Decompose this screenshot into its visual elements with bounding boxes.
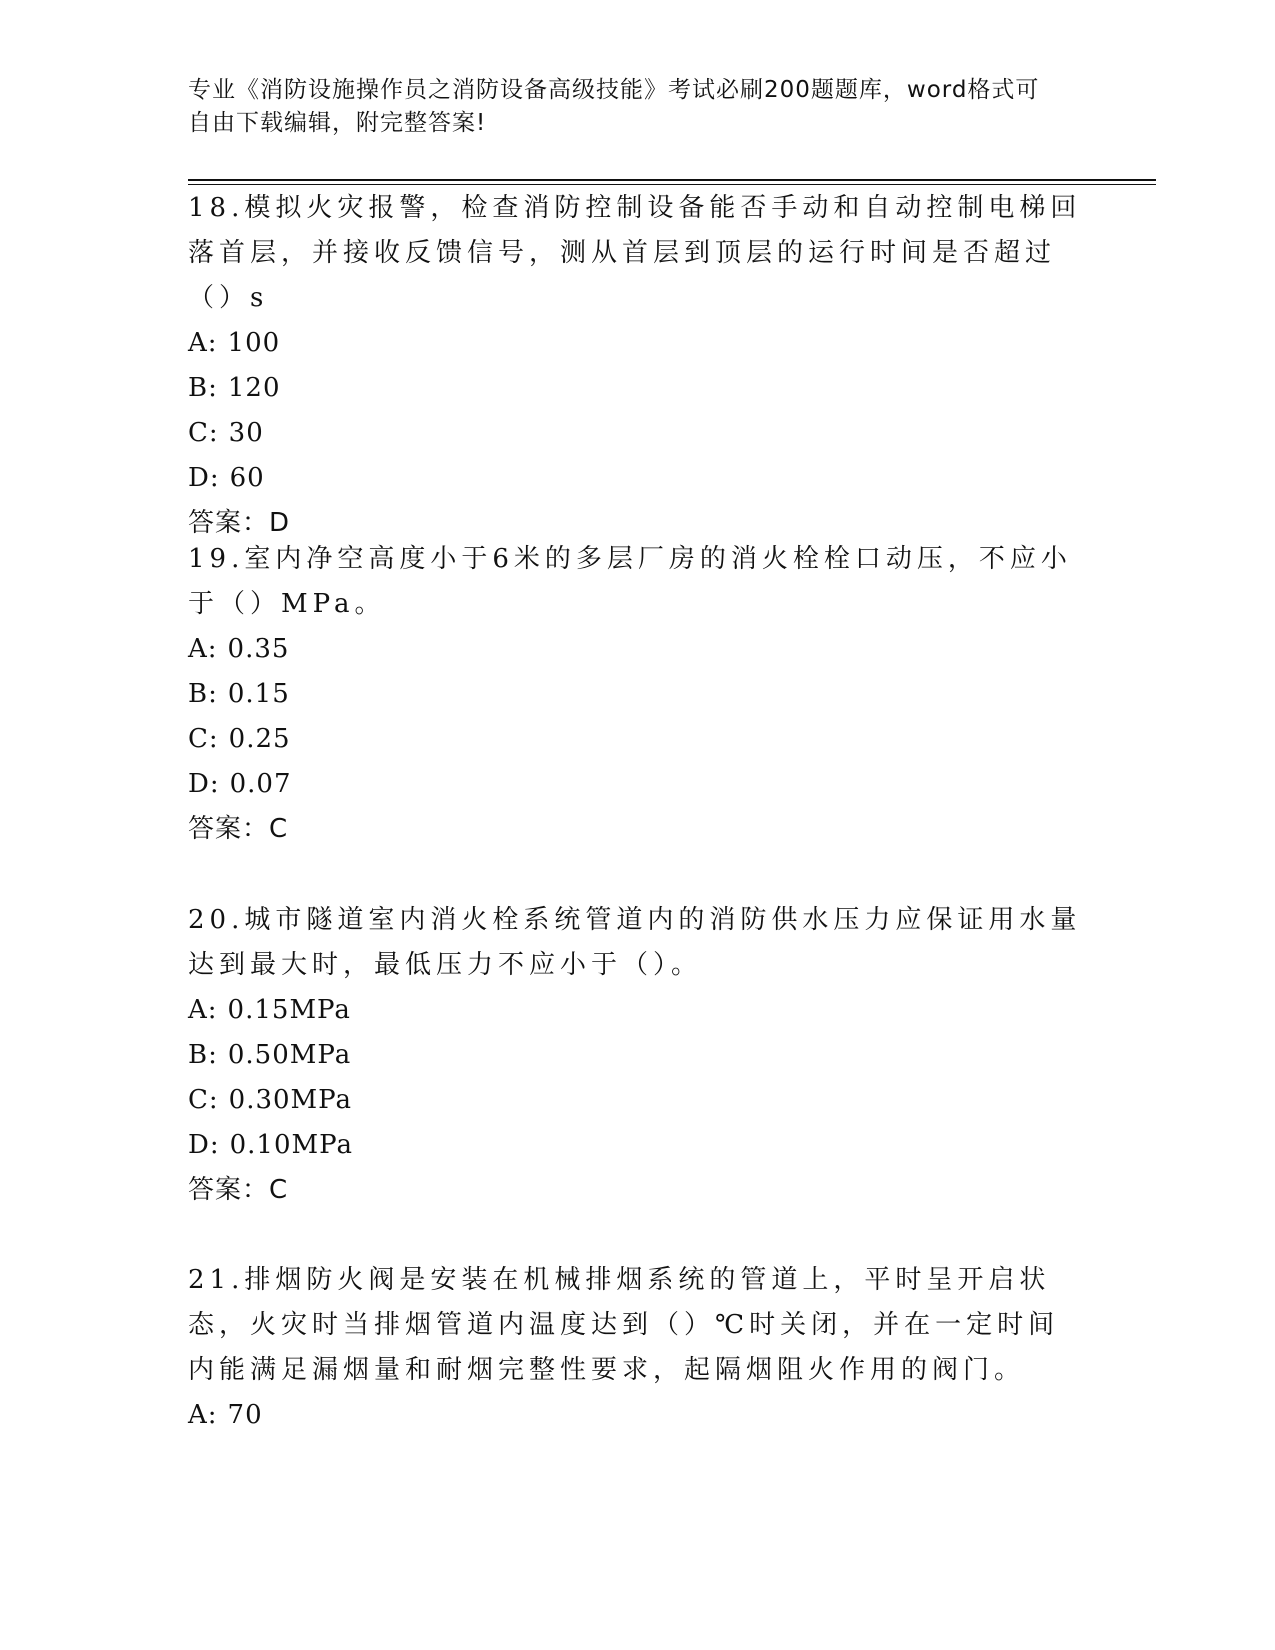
- option-d: [188, 1123, 1088, 1168]
- header-divider-thick: [188, 179, 1156, 181]
- option-label: A:: [188, 328, 218, 358]
- option-a: [188, 321, 1088, 366]
- option-d: [188, 762, 1088, 807]
- question-stem: 21.排烟防火阀是安装在机械排烟系统的管道上，平时呈开启状态，火灾时当排烟管道内温度达到（）℃时关闭，并在一定时间内能满足漏烟量和耐烟完整性要求，起隔烟阻火作用的阀门。: [188, 1265, 1060, 1385]
- option-text: 0.30MPa: [228, 1085, 352, 1115]
- document-header: [188, 74, 1088, 140]
- option-label: D:: [188, 769, 220, 799]
- option-text: 100: [227, 328, 281, 358]
- option-label: A:: [188, 634, 218, 664]
- option-text: 0.35: [227, 634, 290, 664]
- option-d: [188, 456, 1088, 501]
- option-label: B:: [188, 679, 218, 709]
- option-text: 0.25: [228, 724, 291, 754]
- question-19: [188, 537, 1088, 852]
- question-18: [188, 186, 1088, 546]
- header-line-1: 专业《消防设施操作员之消防设备高级技能》考试必刷200题题库，word格式可: [188, 77, 1040, 103]
- option-label: B:: [188, 1040, 218, 1070]
- option-text: 0.15MPa: [227, 995, 351, 1025]
- option-c: [188, 717, 1088, 762]
- option-label: D:: [188, 1130, 220, 1160]
- option-label: C:: [188, 724, 219, 754]
- question-stem: 19.室内净空高度小于6米的多层厂房的消火栓栓口动压，不应小于（）MPa。: [188, 544, 1072, 619]
- answer-line: 答案：D: [188, 508, 291, 538]
- option-label: D:: [188, 463, 220, 493]
- option-text: 0.15: [227, 679, 290, 709]
- option-label: C:: [188, 418, 219, 448]
- option-text: 60: [229, 463, 265, 493]
- option-text: 70: [227, 1400, 263, 1430]
- option-text: 0.10MPa: [229, 1130, 353, 1160]
- option-text: 120: [227, 373, 281, 403]
- option-label: A:: [188, 995, 218, 1025]
- option-c: [188, 1078, 1088, 1123]
- option-c: [188, 411, 1088, 456]
- header-divider-thin: [188, 184, 1156, 185]
- answer-line: 答案：C: [188, 814, 289, 844]
- option-b: [188, 672, 1088, 717]
- question-21: [188, 1258, 1088, 1438]
- question-20: [188, 898, 1088, 1213]
- option-text: 0.50MPa: [227, 1040, 352, 1070]
- answer-line: 答案：C: [188, 1175, 289, 1205]
- option-b: [188, 1033, 1088, 1078]
- option-label: C:: [188, 1085, 219, 1115]
- option-a: [188, 1393, 1088, 1438]
- question-stem: 20.城市隧道室内消火栓系统管道内的消防供水压力应保证用水量达到最大时，最低压力不应小于（）。: [188, 905, 1082, 980]
- option-label: B:: [188, 373, 218, 403]
- option-text: 0.07: [229, 769, 292, 799]
- option-a: [188, 627, 1088, 672]
- option-text: 30: [228, 418, 264, 448]
- option-label: A:: [188, 1400, 218, 1430]
- option-a: [188, 988, 1088, 1033]
- header-line-2: 自由下载编辑，附完整答案!: [188, 110, 487, 136]
- question-stem: 18.模拟火灾报警，检查消防控制设备能否手动和自动控制电梯回落首层，并接收反馈信号，测从首层到顶层的运行时间是否超过（）s: [188, 193, 1082, 313]
- option-b: [188, 366, 1088, 411]
